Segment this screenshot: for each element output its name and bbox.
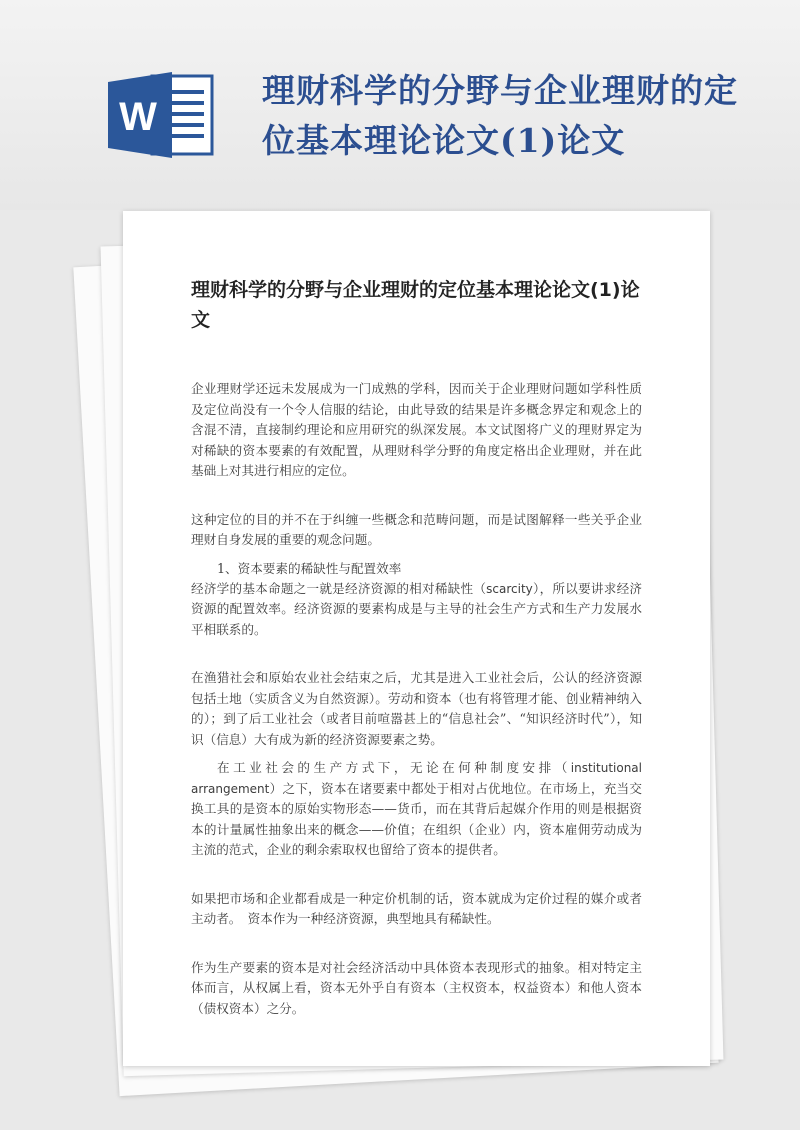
- paragraph-resources: 在渔猎社会和原始农业社会结束之后，尤其是进入工业社会后，公认的经济资源包括土地（实质含义为自然资源）。劳动和资本（也有将管理才能、创业精神纳入的）；到了后工业社会（或者目前喧嚣甚上的“信息社会”、“知识经济时代”），知识（信息）大有成为新的经济资源要素之势。: [191, 670, 642, 747]
- document-page: [123, 211, 710, 1066]
- banner-title: 理财科学的分野与企业理财的定位基本理论论文(1)论文: [262, 71, 738, 160]
- paragraph-capital-types: 作为生产要素的资本是对社会经济活动中具体资本表现形式的抽象。相对特定主体而言，从权属上看，资本无外乎自有资本（主权资本，权益资本）和他人资本（债权资本）之分。: [191, 959, 642, 1016]
- paragraph-text: ）之下，资本在诸要素中都处于相对占优地位。在市场上，充当交换工具的是资本的原始实物形态——货币，而在其背后起媒介作用的则是根据资本的计量属性抽象出来的概念——价值；在组织（企业）内，资本雇佣劳动成为主流的范式，企业的剩余索取权也留给了资本的提供者。: [191, 780, 642, 857]
- word-icon-letter: W: [119, 95, 157, 139]
- english-term: institutional arrangement: [191, 761, 642, 796]
- section-heading: 1、资本要素的稀缺性与配置效率: [217, 560, 402, 576]
- paragraph-purpose: 这种定位的目的并不在于纠缠一些概念和范畴问题，而是试图解释一些关乎企业理财自身发展的重要的观念问题。: [191, 511, 642, 547]
- paragraph-text: 在工业社会的生产方式下，无论在何种制度安排（: [217, 760, 571, 775]
- paragraph-text: ），所以要讲求经济资源的配置效率。经济资源的要素构成是与主导的社会生产方式和生产力发展水平相联系的。: [191, 580, 642, 637]
- paragraph-abstract: 企业理财学还远未发展成为一门成熟的学科，因而关于企业理财问题如学科性质及定位尚没有一个令人信服的结论，由此导致的结果是许多概念界定和观念上的含混不清，直接制约理论和应用研究的纵深发展。本文试图将广义的理财界定为对稀缺的资本要素的有效配置，从理财科学分野的角度定格出企业理财，并在此基础上对其进行相应的定位。: [191, 381, 642, 478]
- paragraph-capital: [191, 758, 642, 861]
- document-banner: [0, 0, 800, 210]
- word-document-icon: [108, 70, 218, 160]
- paragraph-scarcity: [191, 579, 642, 641]
- paragraph-pricing: 如果把市场和企业都看成是一种定价机制的话，资本就成为定价过程的媒介或者主动者。 资本作为一种经济资源，典型地具有稀缺性。: [191, 890, 642, 926]
- document-title: 理财科学的分野与企业理财的定位基本理论论文(1)论文: [191, 279, 640, 331]
- paragraph-text: 经济学的基本命题之一就是经济资源的相对稀缺性（: [191, 580, 487, 596]
- english-term: scarcity: [486, 581, 533, 596]
